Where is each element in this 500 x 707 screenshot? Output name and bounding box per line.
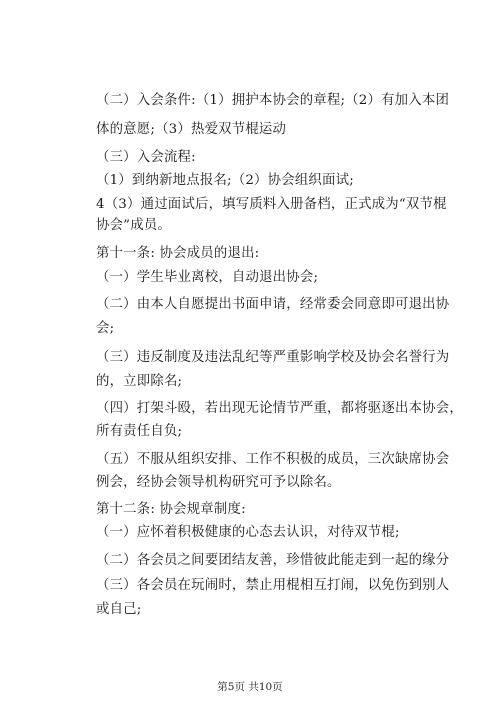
- text-line: （三）各会员在玩闹时，禁止用棍相互打闹，以免伤到别人: [96, 578, 450, 593]
- text-line: 第十二条: 协会规章制度:: [96, 502, 246, 517]
- text-line: （二）入会条件:（1）拥护本协会的章程;（2）有加入本团: [96, 93, 450, 108]
- text-line: （二）各会员之间要团结友善，珍惜彼此能走到一起的缘分: [96, 553, 450, 568]
- text-line: 体的意愿;（3）热爱双节棍运动: [96, 122, 287, 137]
- text-line: （三）入会流程:: [96, 150, 196, 165]
- text-line: （一）应怀着积极健康的心态去认识，对待双节棍;: [96, 525, 400, 540]
- text-line: 或自己;: [96, 602, 142, 617]
- text-line: （三）违反制度及违法乱纪等严重影响学校及协会名誉行为: [96, 350, 450, 365]
- text-line: 的，立即除名;: [96, 374, 183, 389]
- text-line: 第十一条: 协会成员的退出:: [96, 246, 260, 261]
- text-line: （一）学生毕业离校，自动退出协会;: [96, 270, 319, 285]
- page-footer: 第5页 共10页: [217, 681, 283, 693]
- text-line: 协会”成员。: [96, 218, 171, 233]
- text-line: （四）打架斗殴，若出现无论情节严重，都将驱逐出本协会，: [96, 401, 463, 416]
- text-line: 所有责任自负;: [96, 424, 183, 439]
- text-line: 会;: [96, 321, 115, 336]
- text-line: （1）到纳新地点报名;（2）协会组织面试;: [96, 173, 354, 188]
- text-line: 4（3）通过面试后，填写质料入册备档，正式成为“双节棍: [96, 197, 447, 212]
- text-line: （二）由本人自愿提出书面申请，经常委会同意即可退出协: [96, 297, 450, 312]
- text-line: 例会，经协会领导机构研究可予以除名。: [96, 475, 341, 490]
- text-line: （五）不服从组织安排、工作不积极的成员，三次缺席协会: [96, 452, 450, 467]
